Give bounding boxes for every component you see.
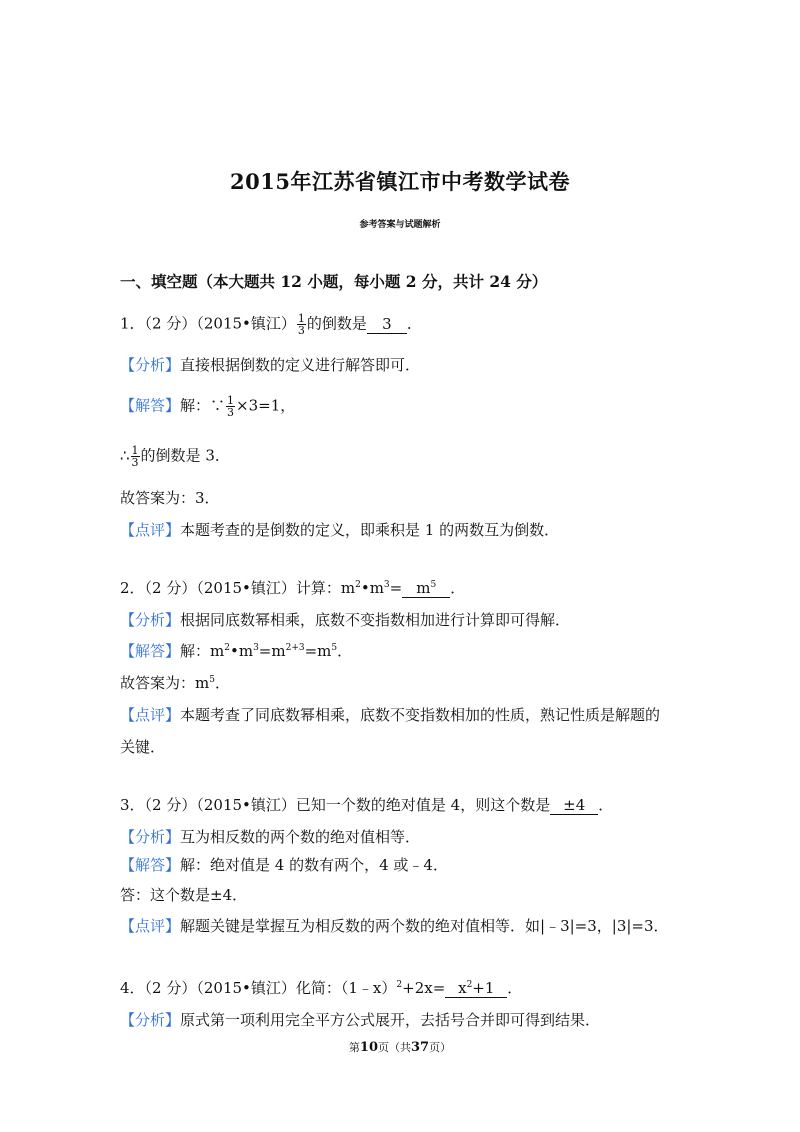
answer-post: +1: [472, 979, 495, 997]
answer-base: x: [458, 979, 467, 997]
analysis-tag: 【分析】: [120, 1011, 181, 1029]
question-1-comment: [120, 520, 559, 540]
question-1-therefore: [120, 445, 230, 468]
page-footer: [0, 1039, 800, 1055]
answer-base: m: [416, 579, 431, 597]
solution-tag: 【解答】: [120, 396, 181, 415]
solution-end: ．: [337, 642, 353, 660]
solution-post: ×3=1，: [236, 396, 296, 415]
question-3-answer: ±4: [550, 796, 598, 815]
exponent: 2: [396, 980, 403, 990]
question-4-prefix: 4．（2 分）（2015•镇江）化简：（1﹣x）: [120, 979, 397, 997]
question-3-solution: [120, 855, 448, 875]
fraction-denominator: 3: [131, 456, 139, 469]
question-1-end: ．: [406, 314, 422, 333]
question-3-analysis: [120, 827, 420, 847]
page-total: 37: [411, 1040, 430, 1055]
analysis-text: 原式第一项利用完全平方公式展开，去括号合并即可得到结果．: [180, 1011, 601, 1029]
exponent: 5: [209, 675, 215, 685]
question-3: [120, 795, 613, 815]
therefore-text: 的倒数是 3．: [140, 446, 230, 465]
section-heading: 一、填空题（本大题共 12 小题，每小题 2 分，共计 24 分）: [120, 272, 548, 291]
document-subtitle: 参考答案与试题解析: [359, 220, 441, 230]
question-2-mid: •m: [360, 579, 384, 597]
question-2-prefix: 2．（2 分）（2015•镇江）计算：m: [120, 579, 356, 597]
question-2: [120, 578, 465, 598]
exponent: 3: [383, 580, 390, 590]
question-2-end: ．: [450, 579, 466, 597]
solution-text: •m: [229, 642, 254, 660]
exponent: 2: [224, 643, 230, 653]
final-text: 故答案为：m: [120, 674, 210, 692]
fraction-denominator: 3: [227, 406, 235, 419]
question-4-end: ．: [507, 979, 523, 997]
question-1-solution: [120, 395, 295, 418]
fraction-numerator: 1: [297, 312, 305, 325]
question-2-answer: [402, 579, 450, 598]
question-1-text: 的倒数是: [306, 314, 367, 333]
comment-tag: 【点评】: [120, 706, 181, 724]
analysis-tag: 【分析】: [120, 356, 181, 374]
fraction-one-third: [226, 395, 235, 418]
exponent: 2: [466, 980, 473, 990]
exponent: 2: [355, 580, 361, 590]
question-4: [120, 978, 522, 998]
analysis-text: 互为相反数的两个数的绝对值相等．: [180, 828, 421, 846]
question-3-end: ．: [598, 796, 614, 814]
comment-text: 本题考查了同底数幂相乘，底数不变指数相加的性质，熟记性质是解题的: [180, 706, 661, 724]
question-1-answer: 3: [367, 315, 407, 334]
fraction-denominator: 3: [297, 324, 305, 337]
fraction-one-third: [131, 445, 140, 468]
question-2-comment: [120, 705, 660, 725]
question-2-final: [120, 673, 230, 693]
analysis-tag: 【分析】: [120, 611, 181, 629]
solution-tag: 【解答】: [120, 642, 181, 660]
footer-text: 页（共: [378, 1041, 411, 1054]
question-4-analysis: [120, 1010, 600, 1030]
question-3-comment: [120, 916, 669, 936]
solution-tag: 【解答】: [120, 856, 181, 874]
question-1-prefix: 1．（2 分）（2015•镇江）: [120, 314, 296, 333]
analysis-text: 根据同底数幂相乘，底数不变指数相加进行计算即可得解．: [180, 611, 571, 629]
question-4-mid: +2x=: [402, 979, 446, 997]
solution-text: =m: [258, 642, 286, 660]
question-2-analysis: [120, 610, 570, 630]
exponent: 3: [253, 643, 259, 653]
question-1-final: 故答案为：3．: [120, 489, 220, 507]
question-1: [120, 313, 422, 336]
solution-text: =m: [304, 642, 332, 660]
final-end: ．: [214, 674, 230, 692]
question-3-final: 答：这个数是±4．: [120, 886, 248, 904]
comment-text: 本题考查的是倒数的定义，即乘积是 1 的两数互为倒数．: [180, 521, 560, 539]
footer-text: 第: [348, 1041, 360, 1054]
analysis-text: 直接根据倒数的定义进行解答即可．: [180, 356, 421, 374]
question-3-prefix: 3．（2 分）（2015•镇江）已知一个数的绝对值是 4，则这个数是: [120, 796, 551, 814]
fraction-numerator: 1: [227, 394, 235, 407]
footer-text: 页）: [429, 1041, 452, 1054]
question-4-answer: [445, 979, 507, 998]
equals-sign: =: [389, 579, 403, 597]
comment-tag: 【点评】: [120, 521, 181, 539]
exponent: 2+3: [285, 643, 305, 653]
analysis-tag: 【分析】: [120, 828, 181, 846]
exponent: 5: [331, 643, 338, 653]
therefore-symbol: ∴: [120, 446, 130, 465]
page-number: 10: [359, 1040, 378, 1055]
comment-tag: 【点评】: [120, 917, 181, 935]
comment-text: 解题关键是掌握互为相反数的两个数的绝对值相等．如|﹣3|=3，|3|=3．: [180, 917, 669, 935]
fraction-one-third: [297, 313, 306, 336]
fraction-numerator: 1: [131, 444, 139, 457]
solution-pre: 解：∵: [180, 396, 226, 415]
question-2-solution: [120, 641, 352, 661]
solution-text: 解：绝对值是 4 的数有两个，4 或﹣4．: [180, 856, 448, 874]
solution-text: 解：m: [180, 642, 225, 660]
document-title: 2015年江苏省镇江市中考数学试卷: [230, 169, 570, 194]
question-1-analysis: [120, 355, 420, 375]
question-2-comment-cont: 关键．: [120, 738, 166, 756]
exponent: 5: [430, 580, 437, 590]
